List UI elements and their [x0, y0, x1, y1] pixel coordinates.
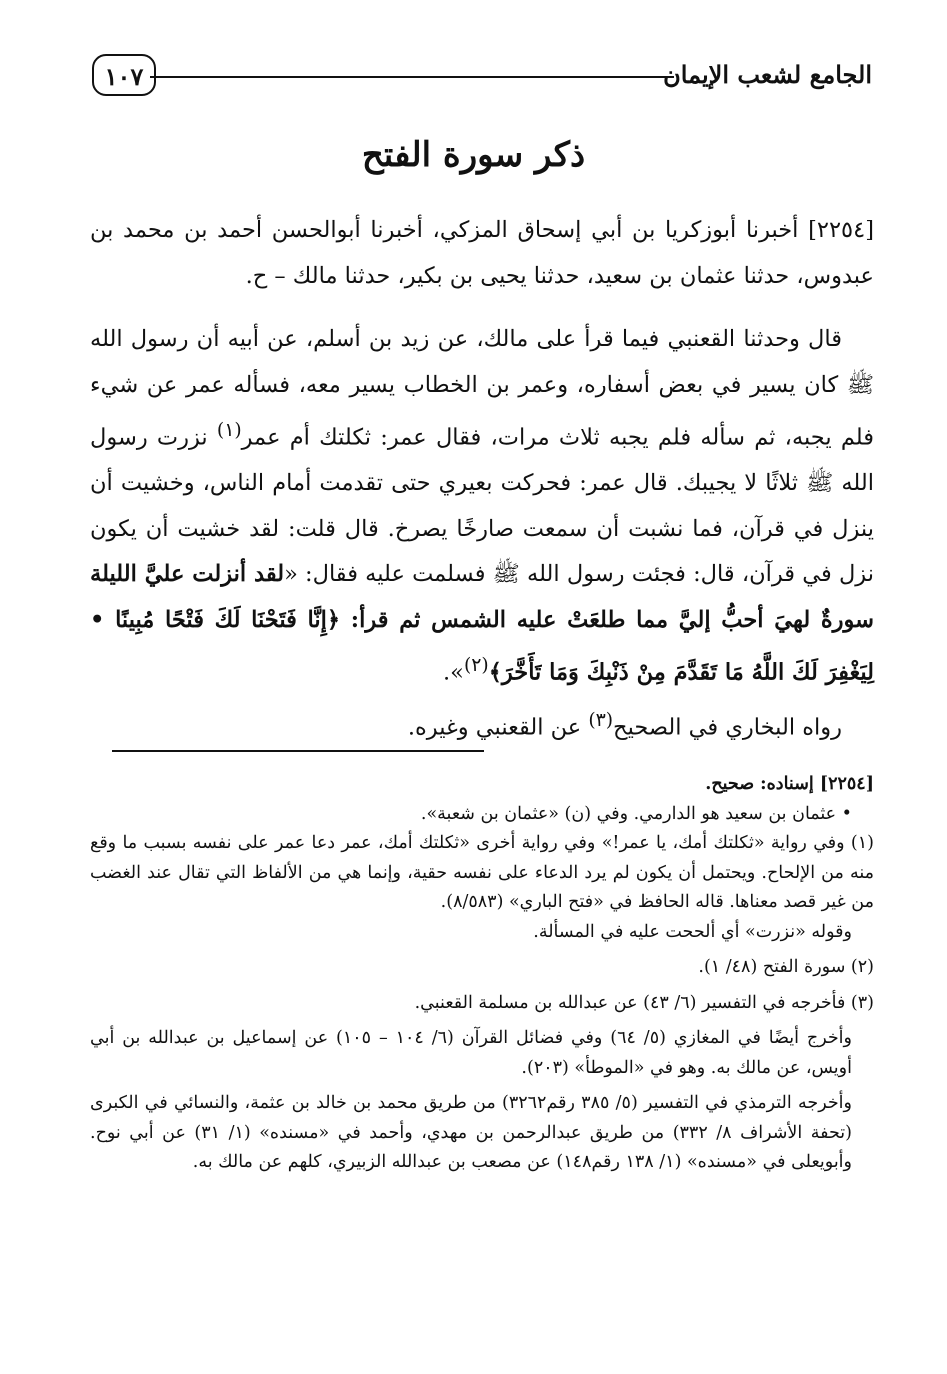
quoted-verse: لقد أنزلت عليَّ الليلة سورةٌ لهيَ أحبُّ إليَّ مما طلعَتْ عليه الشمس ثم قرأ: ﴿إِنَّا فَتَحْنَا لَكَ فَتْحًا مُبِينًا • لِيَغْفِرَ لَكَ اللَّهُ مَا تَقَدَّمَ مِنْ ذَنْبِكَ وَمَا تَأَخَّرَ﴾: [90, 561, 874, 686]
takhrij-paragraph: [90, 698, 874, 751]
footnote-separator: [112, 750, 484, 752]
footnote-3: (٣) فأخرجه في التفسير (٦/ ٤٣) عن عبدالله بن مسلمة القعنبي.: [414, 992, 874, 1013]
isnad-paragraph: [٢٢٥٤] أخبرنا أبوزكريا بن أبي إسحاق المزكي، أخبرنا أبوالحسن أحمد بن محمد بن عبدوس، حدثنا عثمان بن سعيد، حدثنا يحيى بن بكير، حدثنا مالك – ح.: [90, 217, 874, 289]
section-title: ذكر سورة الفتح: [361, 135, 586, 175]
footnote-3-continued: وأخرج أيضًا في المغازي (٥/ ٦٤) وفي فضائل القرآن (٦/ ١٠٤ – ١٠٥) عن إسماعيل بن عبدالله بن أبي أويس، عن مالك به. وهو في «الموطأ» (٢٠٣).: [90, 1028, 852, 1078]
running-header: [92, 52, 872, 106]
footnote-ref-2: (٢): [463, 655, 489, 676]
footnotes: [90, 770, 874, 1178]
footnote-3-continued-2: وأخرجه الترمذي في التفسير (٥/ ٣٨٥ رقم٣٢٦٢) من طريق محمد بن خالد بن عثمة، والنسائي في الكبرى (تحفة الأشراف ٨/ ٣٣٢) من طريق عبدالرحمن بن مهدي، وأحمد في «مسنده» (١/ ٣١) عن أبي نوح. وأبويعلى في «مسنده» (١/ ١٣٨ رقم١٤٨) عن مصعب بن عبدالله الزبيري، كلهم عن مالك به.: [90, 1093, 852, 1172]
footnote-ref-1: (١): [216, 420, 242, 441]
takhrij-text-a: رواه البخاري في الصحيح: [613, 714, 842, 741]
footnote-ref-3: (٣): [588, 710, 614, 731]
header-rule: [150, 76, 674, 78]
running-title: الجامع لشعب الإيمان: [663, 60, 872, 89]
footnote-bullet: • عثمان بن سعيد هو الدارمي. وفي (ن) «عثمان بن شعبة».: [420, 803, 852, 824]
matn-paragraph: [90, 317, 874, 696]
matn-text-b: نزرت رسول الله ﷺ ثلاثًا لا يجيبك. قال عمر: فحركت بعيري حتى تقدمت أمام الناس، وخشيت أن ينزل في قرآن، فما نشبت أن سمعت صارخًا يصرخ. قال قلت: لقد خشيت أن يكون نزل في قرآن، قال: فجئت رسول الله ﷺ فسلمت عليه فقال: «: [90, 424, 874, 587]
footnote-1-continued: وقوله «نزرت» أي ألححت عليه في المسألة.: [533, 921, 852, 942]
footnote-1: (١) وفي رواية «ثكلتك أمك، يا عمر!» وفي رواية أخرى «ثكلتك أمك، عمر دعا عمر على نفسه بسبب ما وقع منه من الإلحاح. ويحتمل أن يكون لم يرد الدعاء على نفسه حقية، وإنما هي من الألفاظ التي تقال عند الغضب من غير قصد معناها. قاله الحافظ في «فتح الباري» (٨/٥٨٣).: [90, 833, 874, 912]
footnote-2: (٢) سورة الفتح (٤٨/ ١).: [698, 957, 874, 977]
takhrij-text-b: عن القعنبي وغيره.: [407, 714, 589, 741]
hadith-text: [90, 208, 874, 751]
page-number: ١٠٧: [92, 54, 156, 96]
matn-end: ».: [443, 659, 464, 686]
matn-text-a: قال وحدثنا القعنبي فيما قرأ على مالك، عن زيد بن أسلم، عن أبيه أن رسول الله ﷺ كان يسير في بعض أسفاره، وعمر بن الخطاب يسير معه، فسأله عمر عن شيء فلم يجبه، ثم سأله فلم يجبه ثلاث مرات، فقال عمر: ثكلتك أم عمر: [90, 326, 875, 451]
footnote-grade: [٢٢٥٤] إسناده: صحيح.: [705, 774, 874, 794]
